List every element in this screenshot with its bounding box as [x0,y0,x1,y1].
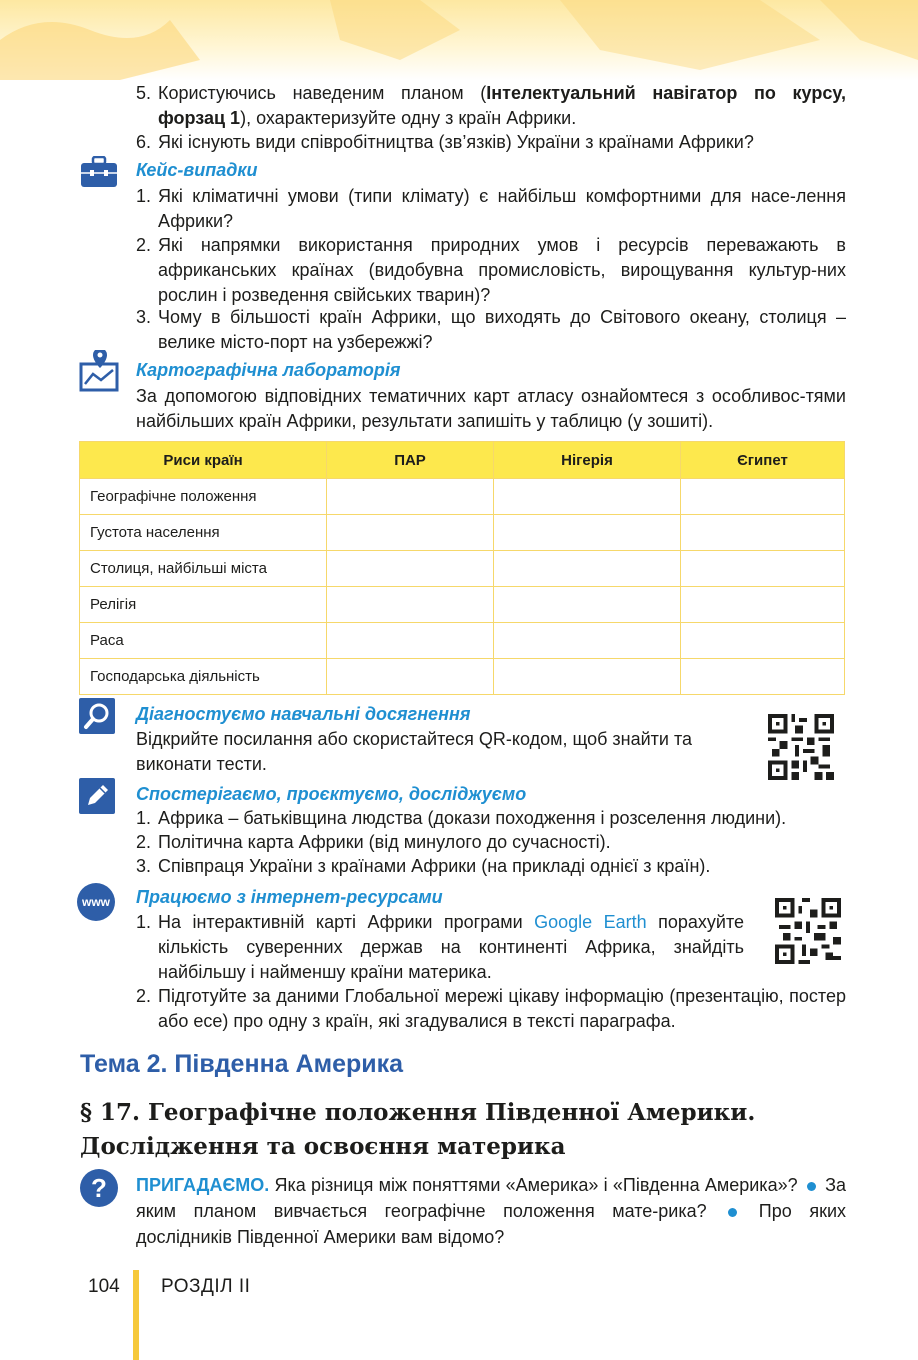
paragraph-title [80,1096,755,1164]
countries-table [79,441,845,695]
lab-text: За допомогою відповідних тематичних карт атласу ознайомтеся з особливос-тями найбільших країн Африки, результати запишіть у таблицю (у зошиті). [136,386,846,431]
case-item-3-text: Чому в більшості країн Африки, що виходять до Світового океану, столиця – велике місто-порт на узбережжі? [158,307,846,352]
footer-divider [133,1270,139,1360]
table-row [80,587,845,623]
table-row [80,479,845,515]
question-6-number: 6. [136,132,152,152]
case-item-3 [136,305,846,355]
observe-item-1-text: Африка – батьківщина людства (докази походження і розселення людини). [158,808,787,828]
diag-text: Відкрийте посилання або скористайтеся QR-кодом, щоб знайти та виконати тести. [136,729,693,774]
qr-code-icon[interactable] [767,714,835,785]
observe-item-2 [136,830,848,855]
paragraph-title-line-2: Дослідження та освоєння материка [80,1133,566,1160]
observe-item-2-text: Політична карта Африки (від минулого до сучасності). [158,832,611,852]
section-label: РОЗДІЛ II [161,1276,251,1297]
observe-item-2-number: 2. [136,832,152,852]
question-5-prefix: Користуючись наведеним планом ( [158,83,487,103]
internet-item-1-post: порахуйте кількість суверенних держав на континенті Африка, знайдіть найбільшу і найменшу країни материка. [158,912,744,982]
magnifier-icon [79,698,115,739]
google-earth-link[interactable]: Google Earth [534,912,647,932]
header-decoration [0,0,918,80]
observe-item-3-text: Співпраця України з країнами Африки (на прикладі однієї з країн). [158,856,711,876]
bullet-icon [728,1208,737,1217]
table-cell: Густота населення [80,515,327,551]
table-row [80,551,845,587]
case-item-1 [136,184,846,234]
pencil-icon [79,778,115,819]
recall-q1: Яка різниця між поняттями «Америка» і «Південна Америка»? [269,1175,803,1195]
question-5-suffix: ), охарактеризуйте одну з країн Африки. [240,108,577,128]
recall-q3: Про яких дослідників Південної Америки вам відомо? [136,1201,847,1247]
observe-item-1 [136,806,848,831]
observe-title: Спостерігаємо, проєктуємо, досліджуємо [136,784,527,804]
table-cell: Географічне положення [80,479,327,515]
internet-item-2 [136,984,846,1034]
svg-text:?: ? [91,1173,107,1203]
briefcase-icon [80,156,118,193]
internet-title: Працюємо з інтернет-ресурсами [136,887,443,907]
map-pin-icon [79,350,119,399]
table-header-cell: Риси країн [80,442,327,479]
question-5-number: 5. [136,83,152,103]
www-icon: www [77,883,115,921]
table-row [80,515,845,551]
bullet-icon [807,1182,816,1191]
question-5 [136,81,846,131]
internet-item-2-number: 2. [136,986,152,1006]
case-item-2 [136,233,846,308]
observe-item-1-number: 1. [136,808,152,828]
question-5-bold: Інтелектуальний навігатор по курсу, форзац 1 [158,83,846,128]
internet-item-2-text: Підготуйте за даними Глобальної мережі цікаву інформацію (презентацію, постер або есе) про одну з країн, які згадувалися в тексті параграфа. [158,986,846,1031]
table-cell: Релігія [80,587,327,623]
topic-title: Тема 2. Південна Америка [80,1050,404,1078]
table-header-row [80,442,845,479]
case-item-3-number: 3. [136,307,152,327]
case-item-2-number: 2. [136,235,152,255]
paragraph-title-line-1: § 17. Географічне положення Південної Америки. [80,1099,756,1126]
table-header-cell: Нігерія [494,442,681,479]
lab-title: Картографічна лабораторія [136,360,401,380]
internet-item-1-number: 1. [136,912,152,932]
internet-item-1-pre: На інтерактивній карті Африки програми [158,912,535,932]
table-row [80,659,845,695]
diag-title: Діагностуємо навчальні досягнення [136,704,471,724]
table-cell: Господарська діяльність [80,659,327,695]
case-title: Кейс-випадки [136,160,258,180]
question-6-text: Які існують види співробітництва (зв’язків) України з країнами Африки? [158,132,754,152]
recall-q2: За яким планом вивчається географічне положення мате-рика? [136,1175,846,1221]
case-item-2-text: Які напрямки використання природних умов і ресурсів переважають в африканських країнах (видобувна промисловість, вирощування культур-них рослин і розведення свійських тварин)? [158,235,846,305]
recall-label: ПРИГАДАЄМО. [136,1175,270,1195]
observe-item-3-number: 3. [136,856,152,876]
table-header-cell: ПАР [327,442,494,479]
question-icon [79,1168,119,1213]
table-cell: Раса [80,623,327,659]
internet-item-1 [136,910,744,985]
case-item-1-text: Які кліматичні умови (типи клімату) є найбільш комфортними для насе-лення Африки? [158,186,846,231]
page-number: 104 [88,1276,120,1297]
table-row [80,623,845,659]
question-6 [136,130,846,155]
world-map-decoration [0,0,918,80]
table-cell: Столиця, найбільші міста [80,551,327,587]
qr-code-icon[interactable] [775,898,841,969]
recall-block [136,1172,846,1250]
observe-item-3 [136,854,848,879]
case-item-1-number: 1. [136,186,152,206]
table-header-cell: Єгипет [681,442,845,479]
